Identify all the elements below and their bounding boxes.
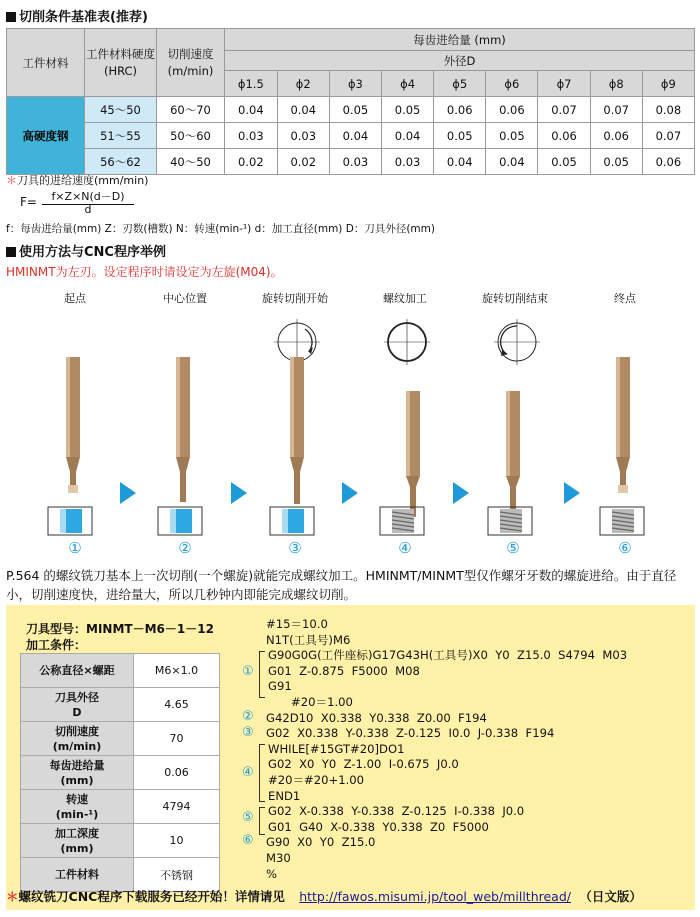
code-line: #20＝#20+1.00 (268, 772, 365, 787)
step-label-center: 中心位置 (163, 292, 207, 305)
diameter-header: ϕ4 (381, 71, 433, 97)
feed-cell: 0.05 (486, 123, 538, 149)
speed-cell: 40～50 (157, 149, 225, 175)
formula-lhs: F= (20, 195, 37, 209)
machining-steps (0, 285, 700, 565)
code-line: G42D10 X0.338 Y0.338 Z0.00 F194 (266, 710, 487, 725)
formula-denominator: d (84, 203, 92, 216)
code-line: G02 X-0.338 Y-0.338 Z-0.125 I-0.338 J0.0 (268, 804, 525, 819)
spec-value: 不锈钢 (134, 858, 220, 892)
spec-label: 每齿进给量 (mm) (21, 756, 134, 790)
spec-value: 0.06 (134, 756, 220, 790)
spec-label: 公称直径×螺距 (21, 654, 134, 688)
feed-cell: 0.04 (277, 97, 329, 123)
diameter-header: ϕ3 (329, 71, 381, 97)
step-number: ⑤ (506, 539, 520, 557)
code-line: G90 X0 Y0 Z15.0 (266, 835, 376, 850)
feed-cell: 0.07 (538, 97, 590, 123)
speed-cell: 60～70 (157, 97, 225, 123)
spec-label: 切削速度 (m/min) (21, 722, 134, 756)
feed-cell: 0.03 (225, 123, 278, 149)
step-number: ① (68, 539, 82, 557)
spec-label: 加工深度 (mm) (21, 824, 134, 858)
asterisk-icon: ＊ (6, 174, 17, 187)
arrow-right-icon (564, 482, 580, 504)
feed-cell: 0.06 (486, 97, 538, 123)
step-marker: ③ (242, 725, 254, 740)
step-marker: ⑥ (242, 833, 254, 848)
feed-cell: 0.05 (329, 97, 381, 123)
table-row (21, 756, 220, 790)
feed-cell: 0.04 (329, 123, 381, 149)
feed-cell: 0.05 (381, 97, 433, 123)
hardness-cell: 45～50 (85, 97, 157, 123)
code-line: G02 X0.338 Y-0.338 Z-0.125 I0.0 J-0.338 F194 (266, 726, 555, 741)
code-line: #20＝1.00 (280, 694, 353, 709)
diameter-header: ϕ1.5 (225, 71, 278, 97)
arrow-right-icon (453, 482, 469, 504)
table-row (7, 149, 695, 175)
header-outer-diameter: 外径D (225, 51, 695, 71)
section-title-cutting: 切削条件基准表(推荐) (6, 6, 148, 25)
code-line: N1T(工具号)M6 (266, 632, 351, 647)
machining-conditions-table (20, 653, 220, 892)
tool-step-5 (480, 357, 540, 537)
feed-cell: 0.05 (538, 149, 590, 175)
download-link[interactable]: http://fawos.misumi.jp/tool_web/millthread/ (299, 889, 571, 904)
code-line: G01 Z-0.875 F5000 M08 (268, 663, 420, 678)
cutting-conditions-table (6, 28, 695, 175)
hardness-cell: 56～62 (85, 149, 157, 175)
arrow-right-icon (120, 482, 136, 504)
cnc-program (266, 617, 627, 882)
code-line: G90G0G(工件座标)G17G43H(工具号)X0 Y0 Z15.0 S4794 M03 (268, 648, 628, 663)
header-speed: 切削速度 (m/min) (157, 29, 225, 97)
feed-rate-note: ＊刀具的进给速度(mm/min) (6, 174, 149, 187)
tool-step-6 (592, 357, 652, 537)
feed-cell: 0.04 (381, 123, 433, 149)
table-row (21, 722, 220, 756)
step-label-rot-end: 旋转切削结束 (482, 292, 548, 305)
section-title-usage: 使用方法与CNC程序举例 (6, 241, 166, 260)
feed-cell: 0.07 (642, 123, 694, 149)
feed-cell: 0.05 (590, 149, 642, 175)
asterisk-icon: ＊ (6, 889, 19, 904)
formula-numerator: f×Z×N(d－D) (42, 188, 134, 205)
arrow-right-icon (342, 482, 358, 504)
conditions-title: 加工条件： (26, 638, 87, 652)
feed-cell: 0.07 (590, 97, 642, 123)
diameter-header: ϕ6 (486, 71, 538, 97)
diameter-header: ϕ5 (434, 71, 486, 97)
left-hand-warning: HMINMT为左刃。设定程序时请设定为左旋(M04)。 (6, 265, 283, 279)
square-bullet-icon (6, 247, 16, 257)
description-text: P.564 的螺纹铣刀基本上一次切削(一个螺旋)就能完成螺纹加工。HMINMT/MINMT型仅作螺牙牙数的螺旋进给。由于直径小，切削速度快，进给量大，所以几秒钟内即能完成螺纹切削。 (6, 568, 677, 602)
spec-label: 转速 (min-¹) (21, 790, 134, 824)
step-marker: ① (242, 664, 254, 679)
spec-value: 70 (134, 722, 220, 756)
bracket-5 (259, 807, 265, 835)
table-row (7, 123, 695, 149)
hardness-cell: 51～55 (85, 123, 157, 149)
cnc-example-panel (6, 605, 695, 910)
formula-legend: f：每齿进给量(mm) Z：刃数(槽数) N：转速(min-¹) d：加工直径(mm) D：刀具外径(mm) (6, 223, 435, 235)
step-label-threading: 螺纹加工 (383, 292, 427, 305)
speed-cell: 50～60 (157, 123, 225, 149)
step-label-end: 终点 (614, 292, 636, 305)
feed-cell: 0.06 (434, 97, 486, 123)
step-marker: ② (242, 709, 254, 724)
code-line: G91 (268, 679, 292, 694)
spec-value: 10 (134, 824, 220, 858)
bracket-4 (259, 744, 265, 802)
feed-cell: 0.02 (277, 149, 329, 175)
feed-cell: 0.08 (642, 97, 694, 123)
step-marker: ⑤ (242, 810, 254, 825)
spec-value: 4794 (134, 790, 220, 824)
code-line: #15＝10.0 (266, 617, 328, 631)
header-material: 工件材料 (7, 29, 85, 97)
bracket-1 (259, 651, 265, 698)
feed-cell: 0.04 (225, 97, 278, 123)
step-number: ⑥ (618, 539, 632, 557)
arrow-right-icon (231, 482, 247, 504)
tool-step-2 (150, 357, 210, 537)
feed-cell: 0.05 (434, 123, 486, 149)
spec-value: M6×1.0 (134, 654, 220, 688)
spec-value: 4.65 (134, 688, 220, 722)
step-label-start: 起点 (64, 292, 86, 305)
code-line: END1 (268, 788, 301, 803)
material-cell: 高硬度钢 (7, 97, 85, 175)
diameter-header: ϕ8 (590, 71, 642, 97)
step-number: ② (178, 539, 192, 557)
square-bullet-icon (6, 12, 16, 22)
table-row (21, 654, 220, 688)
feed-cell: 0.06 (642, 149, 694, 175)
feed-cell: 0.02 (225, 149, 278, 175)
diameter-header: ϕ9 (642, 71, 694, 97)
feed-cell: 0.03 (329, 149, 381, 175)
header-hardness: 工件材料硬度 (HRC) (85, 29, 157, 97)
table-row (21, 688, 220, 722)
code-line: G01 G40 X-0.338 Y0.338 Z0 F5000 (268, 819, 489, 834)
feed-cell: 0.04 (434, 149, 486, 175)
header-feed: 每齿进给量 (mm) (225, 29, 695, 51)
feed-cell: 0.04 (486, 149, 538, 175)
table-row (21, 790, 220, 824)
step-number: ③ (288, 539, 302, 557)
tool-step-3 (262, 357, 322, 537)
table-row (21, 824, 220, 858)
feed-cell: 0.06 (538, 123, 590, 149)
code-line: G02 X0 Y0 Z-1.00 I-0.675 J0.0 (268, 757, 459, 772)
code-line: WHILE[#15GT#20]DO1 (268, 741, 405, 756)
diameter-header: ϕ2 (277, 71, 329, 97)
tool-step-4 (372, 357, 432, 537)
download-notice: ＊螺纹铣刀CNC程序下载服务已经开始！详情请见 http://fawos.misumi.jp/tool_web/millthread/ （日文版） (6, 889, 642, 904)
tool-step-1 (40, 357, 100, 537)
tool-model: 刀具型号：MINMT－M6－1－12 (26, 622, 214, 636)
step-label-rot-start: 旋转切削开始 (262, 292, 328, 305)
table-row (7, 97, 695, 123)
spec-label: 工件材料 (21, 858, 134, 892)
feed-cell: 0.03 (381, 149, 433, 175)
spec-label: 刀具外径 D (21, 688, 134, 722)
feed-cell: 0.03 (277, 123, 329, 149)
code-line: % (266, 866, 278, 881)
diameter-header: ϕ7 (538, 71, 590, 97)
feed-cell: 0.06 (590, 123, 642, 149)
step-number: ④ (398, 539, 412, 557)
code-line: M30 (266, 850, 291, 865)
step-marker: ④ (242, 765, 254, 780)
